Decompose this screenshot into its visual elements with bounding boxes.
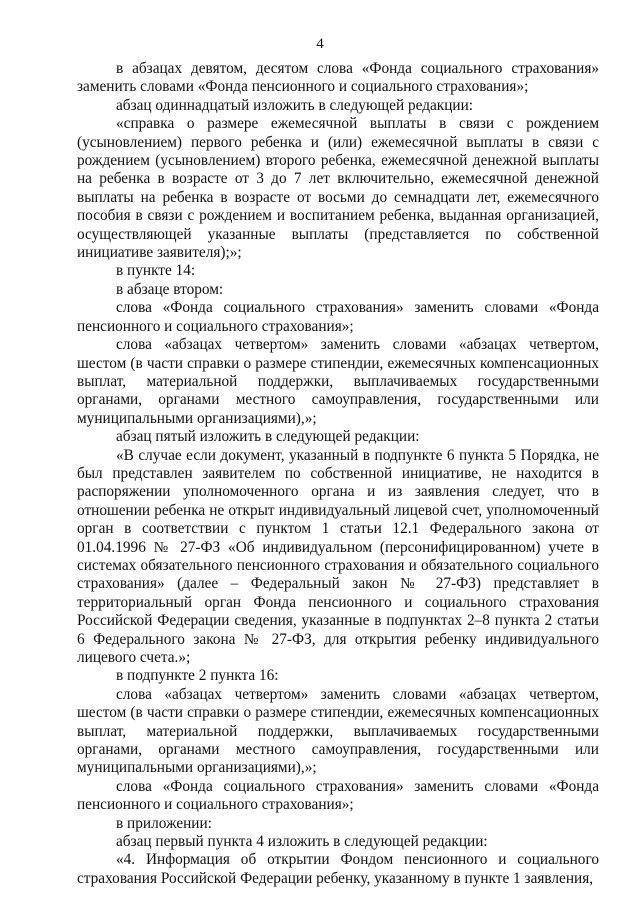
paragraph: «4. Информация об открытии Фондом пенсионного и социального страхования Российской Федерации ребенку, указанному в пункте 1 заявления, <box>77 851 599 887</box>
paragraph: «справка о размере ежемесячной выплаты в связи с рождением (усыновлением) первого ребенка и (или) ежемесячной выплаты в связи с рождением (усыновлением) второго ребенка, ежемесячной денежной выплаты на ребенка в возрасте от 3 до 7 лет включительно, ежемесячной денежной выплаты на ребенка в возрасте от восьми до семнадцати лет, ежемесячного пособия в связи с рождением и воспитанием ребенка, выданная организацией, осуществляющей указанные выплаты (представляется по собственной инициативе заявителя);»; <box>77 115 599 262</box>
paragraph: в пункте 14: <box>116 262 196 280</box>
document-body <box>77 60 599 888</box>
paragraph: слова «Фонда социального страхования» заменить словами «Фонда пенсионного и социального страхования»; <box>77 777 599 814</box>
paragraph: в абзацах девятом, десятом слова «Фонда социального страхования» заменить словами «Фонда пенсионного и социального страхования»; <box>77 60 599 96</box>
paragraph: в подпункте 2 пункта 16: <box>116 667 279 685</box>
paragraph: абзац одиннадцатый изложить в следующей редакции: <box>116 96 474 114</box>
paragraph: в абзаце втором: <box>116 280 224 298</box>
paragraph: абзац пятый изложить в следующей редакции: <box>116 428 420 446</box>
page-number: 4 <box>316 36 324 52</box>
paragraph: в приложении: <box>116 814 212 832</box>
paragraph: «В случае если документ, указанный в подпункте 6 пункта 5 Порядка, не был представлен заявителем по собственной инициативе, не находится в распоряжении уполномоченного органа и из заявления следует, что в отношении ребенка не открыт индивидуальный лицевой счет, уполномоченный орган в соответствии с пунктом 1 статьи 12.1 Федерального закона от 01.04.1996 № 27-ФЗ «Об индивидуальном (персонифицированном) учете в системах обязательного пенсионного страхования и обязательного социального страхования» (далее – Федеральный закон № 27-ФЗ) представляет в территориальный орган Фонда пенсионного и социального страхования Российской Федерации сведения, указанные в подпунктах 2–8 пункта 2 статьи 6 Федерального закона № 27-ФЗ, для открытия ребенку индивидуального лицевого счета.»; <box>77 446 599 666</box>
paragraph: слова «абзацах четвертом» заменить словами «абзацах четвертом, шестом (в части справки о размере стипендии, ежемесячных компенсационных выплат, материальной поддержки, выплачиваемых государственными органами, органами местного самоуправления, государственными или муниципальными организациями),»; <box>77 685 599 777</box>
paragraph: абзац первый пункта 4 изложить в следующей редакции: <box>116 833 488 851</box>
paragraph: слова «абзацах четвертом» заменить словами «абзацах четвертом, шестом (в части справки о размере стипендии, ежемесячных компенсационных выплат, материальной поддержки, выплачиваемых государственными органами, органами местного самоуправления, государственными или муниципальными организациями),»; <box>77 336 599 427</box>
paragraph: слова «Фонда социального страхования» заменить словами «Фонда пенсионного и социального страхования»; <box>77 299 599 335</box>
